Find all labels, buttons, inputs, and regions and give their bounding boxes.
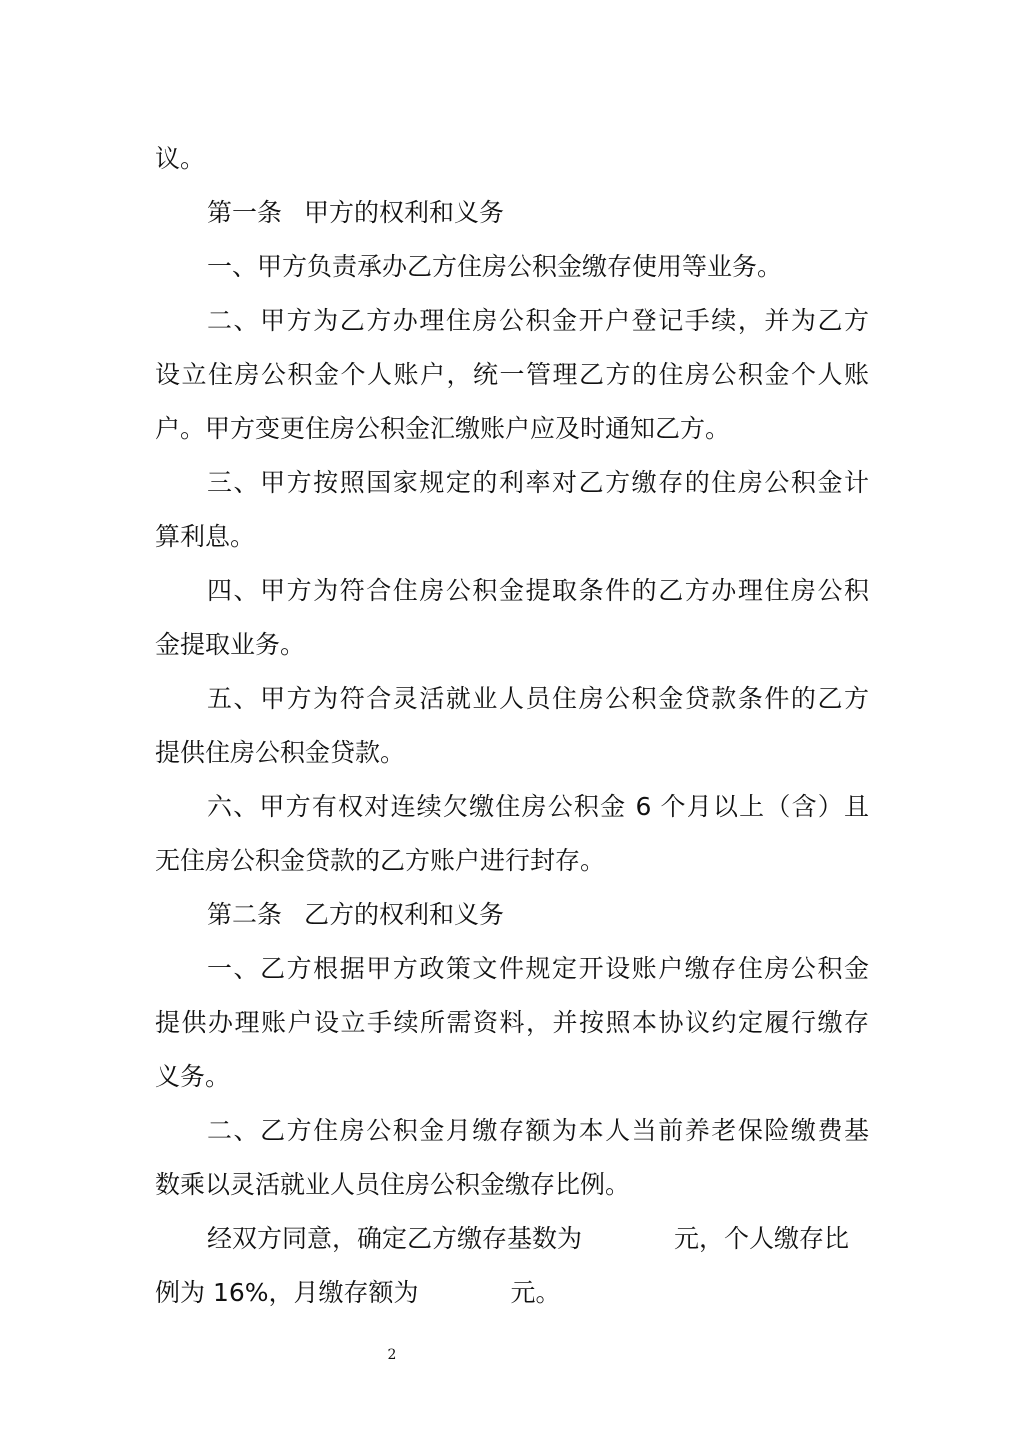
text-line: 提供住房公积金贷款。 xyxy=(155,738,406,767)
text-line: 五、甲方为符合灵活就业人员住房公积金贷款条件的乙方 xyxy=(207,684,869,713)
text-line: 六、甲方有权对连续欠缴住房公积金 6 个月以上（含）且 xyxy=(207,792,869,821)
text-segment: 经双方同意，确定乙方缴存基数为 xyxy=(207,1224,583,1253)
text-line: 一、乙方根据甲方政策文件规定开设账户缴存住房公积金 xyxy=(207,954,869,983)
text-line: 一、甲方负责承办乙方住房公积金缴存使用等业务。 xyxy=(207,252,783,281)
text-line: 金提取业务。 xyxy=(155,630,306,659)
document-body xyxy=(155,132,869,1320)
text-line: 数乘以灵活就业人员住房公积金缴存比例。 xyxy=(155,1170,631,1199)
text-line: 算利息。 xyxy=(155,522,256,551)
monthly-amount-line xyxy=(155,1266,869,1320)
text-segment: 元。 xyxy=(510,1278,561,1307)
text-segment: 元，个人缴存比 xyxy=(674,1224,850,1253)
article-number: 第一条 xyxy=(207,198,283,227)
text-segment: 例为 16%，月缴存额为 xyxy=(155,1278,419,1307)
text-line: 议。 xyxy=(155,144,206,173)
page-number: 2 xyxy=(387,1347,397,1363)
article-title: 乙方的权利和义务 xyxy=(304,900,505,929)
article-title: 甲方的权利和义务 xyxy=(304,198,505,227)
text-line: 二、乙方住房公积金月缴存额为本人当前养老保险缴费基 xyxy=(207,1116,869,1145)
article-two-heading xyxy=(155,888,869,942)
text-line: 提供办理账户设立手续所需资料，并按照本协议约定履行缴存 xyxy=(155,1008,869,1037)
text-line: 设立住房公积金个人账户，统一管理乙方的住房公积金个人账 xyxy=(155,360,869,389)
text-line: 二、甲方为乙方办理住房公积金开户登记手续，并为乙方 xyxy=(207,306,869,335)
text-line: 无住房公积金贷款的乙方账户进行封存。 xyxy=(155,846,606,875)
article-number: 第二条 xyxy=(207,900,283,929)
article-one-heading xyxy=(155,186,869,240)
text-line: 义务。 xyxy=(155,1062,231,1091)
text-line: 户。甲方变更住房公积金汇缴账户应及时通知乙方。 xyxy=(155,414,731,443)
text-line: 三、甲方按照国家规定的利率对乙方缴存的住房公积金计 xyxy=(207,468,869,497)
text-line: 四、甲方为符合住房公积金提取条件的乙方办理住房公积 xyxy=(207,576,869,605)
contribution-base-line xyxy=(155,1212,869,1266)
